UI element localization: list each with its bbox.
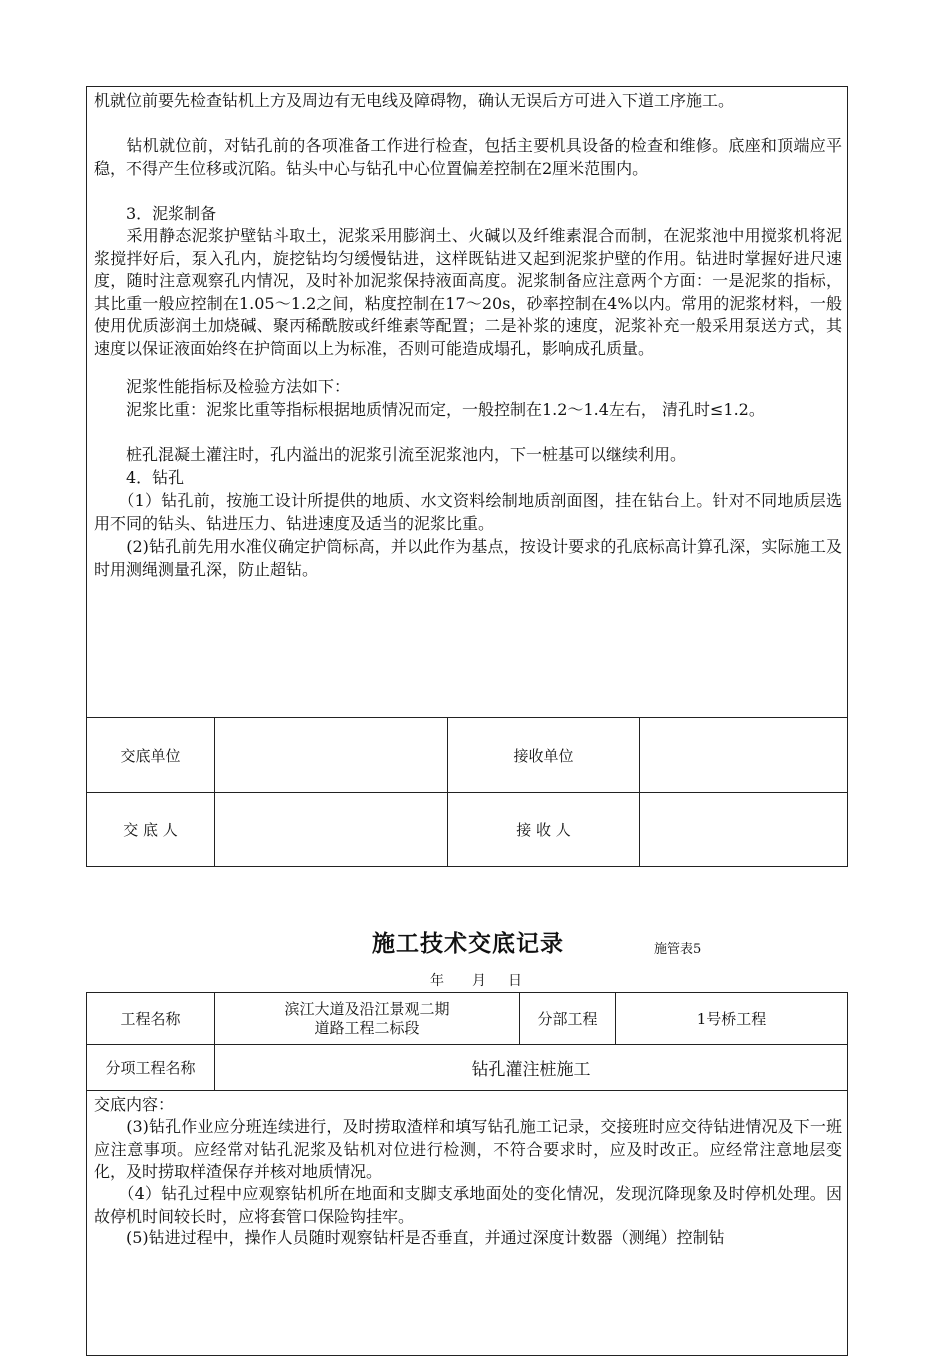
paragraph: 桩孔混凝土灌注时，孔内溢出的泥浆引流至泥浆池内，下一桩基可以继续利用。 — [94, 445, 687, 464]
row-border — [86, 1090, 848, 1091]
paragraph: 机就位前要先检查钻机上方及周边有无电线及障碍物，确认无误后方可进入下道工序施工。 — [94, 91, 735, 110]
content-label: 交底内容： — [94, 1095, 175, 1114]
receiver-label: 接 收 人 — [516, 821, 571, 839]
paragraph: (5)钻进过程中，操作人员随时观察钻杆是否垂直，并通过深度计数器（测绳）控制钻 — [94, 1228, 725, 1247]
handover-unit-label: 交底单位 — [120, 746, 181, 765]
project-name-value — [215, 993, 519, 1044]
form-title: 施工技术交底记录 — [372, 931, 564, 957]
paragraph: 采用静态泥浆护壁钻斗取土，泥浆采用膨润土、火碱以及纤维素混合而制，在泥浆池中用搅浆机将泥浆搅拌好后，泵入孔内，旋挖钻均匀缓慢钻进，这样既钻进又起到泥浆护壁的作用。钻进时掌握好进尺速度，随时注意观察孔内情况，及时补加泥浆保持液面高度。泥浆制备应注意两个方面：一是泥浆的指标，其比重一般应控制在1.05～1.2之间，粘度控制在17～20s，砂率控制在4%以内。常用的泥浆材料，一般使用优质澎润土加烧碱、聚丙稀酰胺或纤维素等配置；二是补浆的速度，泥浆补充一般采用泵送方式，其速度以保证液面始终在护筒面以上为标准，否则可能造成塌孔，影响成孔质量。 — [94, 226, 842, 358]
subitem-label: 分项工程名称 — [105, 1059, 196, 1077]
handover-person-value[interactable] — [215, 793, 447, 866]
project-name-label: 工程名称 — [120, 1010, 181, 1028]
form-number: 施管表5 — [654, 942, 702, 957]
date-day: 日 — [508, 973, 522, 989]
date-month: 月 — [472, 973, 486, 989]
subitem-value: 钻孔灌注桩施工 — [471, 1060, 591, 1080]
date-year: 年 — [430, 973, 444, 989]
paragraph: 泥浆比重：泥浆比重等指标根据地质情况而定，一般控制在1.2～1.4左右， 清孔时≤1.2。 — [94, 400, 765, 419]
paragraph: （4）钻孔过程中应观察钻机所在地面和支脚支承地面处的变化情况，发现沉降现象及时停机处理。因故停机时间较长时，应将套管口保险钩挂牢。 — [94, 1184, 842, 1226]
paragraph: (2)钻孔前先用水准仪确定护筒标高，并以此作为基点，按设计要求的孔底标高计算孔深，实际施工及时用测绳测量孔深，防止超钻。 — [94, 537, 842, 579]
receiving-unit-value[interactable] — [640, 718, 847, 792]
division-label: 分部工程 — [537, 1010, 598, 1028]
paragraph: 泥浆性能指标及检验方法如下： — [94, 377, 351, 396]
paragraph: （1）钻孔前，按施工设计所提供的地质、水文资料绘制地质剖面图，挂在钻台上。针对不同地质层选用不同的钻头、钻进压力、钻进速度及适当的泥浆比重。 — [94, 491, 842, 533]
handover-unit-value[interactable] — [215, 718, 447, 792]
paragraph: (3)钻孔作业应分班连续进行，及时捞取渣样和填写钻孔施工记录，交接班时应交待钻进情况及下一班应注意事项。应经常对钻孔泥浆及钻机对位进行检测，不符合要求时，应及时改正。应经常注意地层变化，及时捞取样渣保存并核对地质情况。 — [94, 1117, 842, 1182]
paragraph: 钻机就位前，对钻孔前的各项准备工作进行检查，包括主要机具设备的检查和维修。底座和顶端应平稳，不得产生位移或沉陷。钻头中心与钻孔中心位置偏差控制在2厘米范围内。 — [94, 136, 842, 178]
receiver-value[interactable] — [640, 793, 847, 866]
paragraph: 3．泥浆制备 — [94, 204, 217, 223]
handover-person-label: 交 底 人 — [123, 821, 178, 839]
receiving-unit-label: 接收单位 — [513, 746, 574, 765]
division-value: 1号桥工程 — [696, 1010, 767, 1028]
project-name-line-2: 道路工程二标段 — [314, 1018, 420, 1037]
paragraph: 4．钻孔 — [94, 468, 185, 487]
project-name-line-1: 滨江大道及沿江景观二期 — [284, 999, 450, 1018]
